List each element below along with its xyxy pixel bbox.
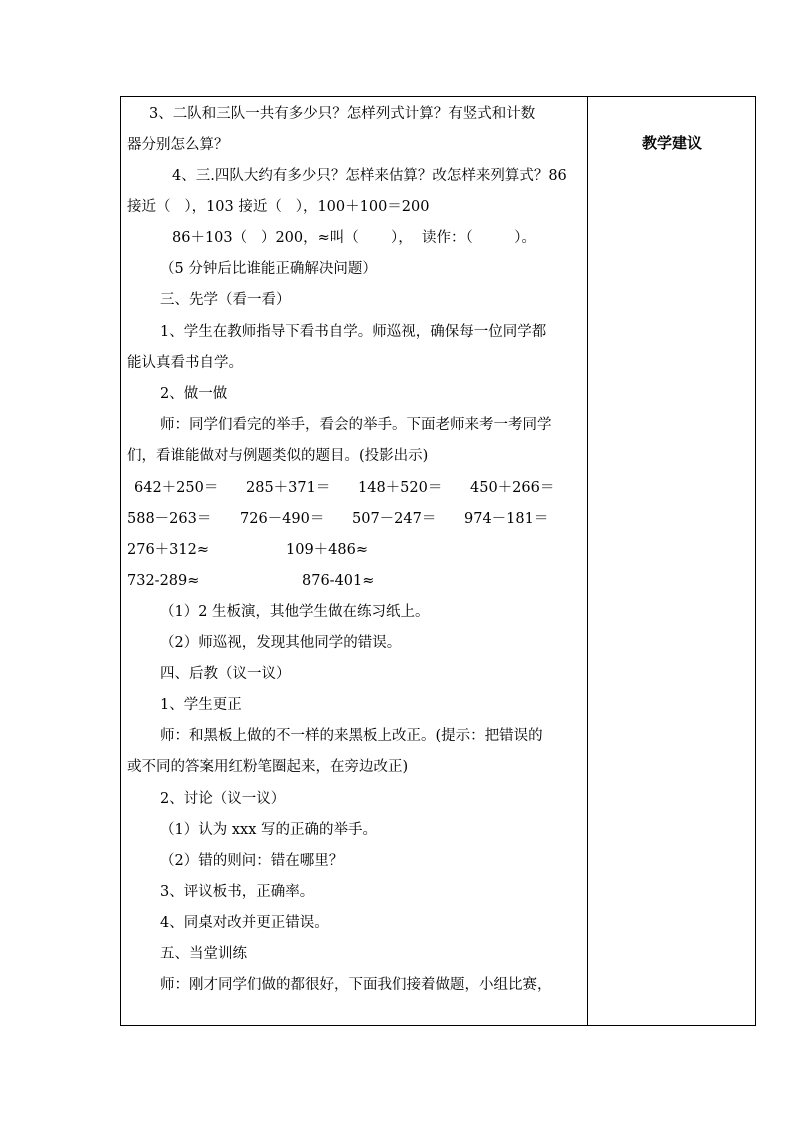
column-divider bbox=[587, 96, 588, 1026]
text-line: 3、评议板书，正确率。 bbox=[160, 884, 315, 900]
exercise: 974－181＝ bbox=[464, 511, 549, 527]
text-line: 接近（ ），103 接近（ ），100＋100＝200 bbox=[127, 199, 430, 215]
text-line: 2、讨论（议一议） bbox=[160, 791, 286, 807]
text-line: （1）认为 xxx 写的正确的举手。 bbox=[160, 822, 377, 838]
text-line: 师：同学们看完的举手，看会的举手。下面老师来考一考同学 bbox=[160, 417, 552, 433]
section-heading: 五、当堂训练 bbox=[160, 946, 247, 962]
teaching-suggestion-header: 教学建议 bbox=[641, 134, 702, 152]
text-line: （2）错的则问：错在哪里？ bbox=[160, 853, 344, 869]
exercise: 109＋486≈ bbox=[286, 542, 369, 558]
exercise: 876-401≈ bbox=[302, 573, 375, 589]
section-heading: 四、后教（议一议） bbox=[160, 666, 291, 682]
text-line: （1）2 生板演，其他学生做在练习纸上。 bbox=[160, 604, 430, 620]
section-heading: 三、先学（看一看） bbox=[160, 292, 291, 308]
exercise: 148＋520＝ bbox=[358, 480, 443, 496]
text-line: 师：和黑板上做的不一样的来黑板上改正。(提示：把错误的 bbox=[160, 728, 543, 744]
exercise: 276＋312≈ bbox=[127, 542, 210, 558]
exercise: 642＋250＝ bbox=[134, 480, 219, 496]
text-line: 器分别怎么算？ bbox=[127, 137, 229, 153]
text-line: 们，看谁能做对与例题类似的题目。(投影出示) bbox=[127, 448, 429, 464]
text-line: 86＋103（ ）200，≈叫（ ）， 读作：（ ）。 bbox=[172, 230, 536, 246]
text-line: （5 分钟后比谁能正确解决问题） bbox=[160, 261, 377, 277]
text-line: （2）师巡视，发现其他同学的错误。 bbox=[160, 635, 402, 651]
text-line: 或不同的答案用红粉笔圈起来，在旁边改正) bbox=[127, 759, 409, 775]
exercise: 450＋266＝ bbox=[470, 480, 555, 496]
exercise: 588－263＝ bbox=[127, 511, 212, 527]
exercise: 732-289≈ bbox=[127, 573, 200, 589]
text-line: 4、同桌对改并更正错误。 bbox=[160, 915, 329, 931]
text-line: 师：刚才同学们做的都很好，下面我们接着做题，小组比赛， bbox=[160, 977, 552, 993]
text-line: 4、三.四队大约有多少只？怎样来估算？改怎样来列算式？86 bbox=[172, 168, 567, 184]
exercise: 285＋371＝ bbox=[246, 480, 331, 496]
text-line: 2、做一做 bbox=[160, 386, 228, 402]
text-line: 能认真看书自学。 bbox=[127, 355, 243, 371]
exercise: 507－247＝ bbox=[352, 511, 437, 527]
text-line: 3、二队和三队一共有多少只？怎样列式计算？有竖式和计数 bbox=[149, 106, 536, 122]
exercise: 726－490＝ bbox=[240, 511, 325, 527]
text-line: 1、学生更正 bbox=[160, 697, 242, 713]
text-line: 1、学生在教师指导下看书自学。师巡视，确保每一位同学都 bbox=[160, 324, 547, 340]
